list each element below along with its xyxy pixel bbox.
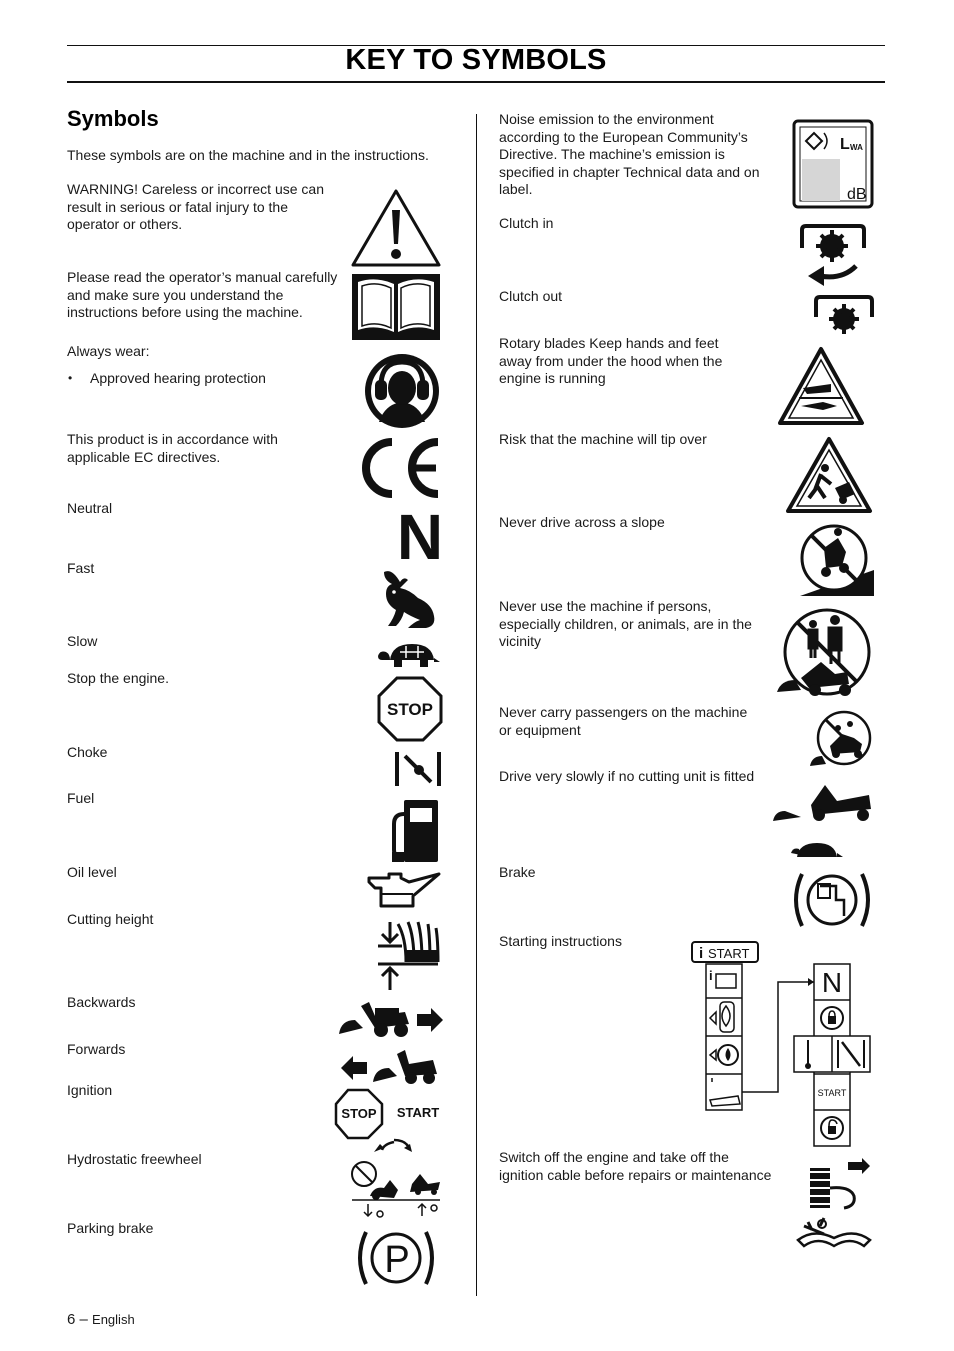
cutting-height-icon: [376, 918, 440, 992]
mower-forwards-icon: [339, 1046, 439, 1086]
footer-language: English: [92, 1312, 135, 1327]
lwa-sub-glyph: WA: [850, 143, 863, 152]
always-wear-text: Always wear:: [67, 343, 150, 359]
intro-text: These symbols are on the machine and in the instructions.: [67, 147, 429, 163]
parking-text: Parking brake: [67, 1220, 154, 1236]
starting-text: Starting instructions: [499, 933, 622, 949]
stop-sign-icon: [377, 676, 443, 742]
ce-mark-icon: [354, 436, 444, 500]
no-slope-icon: [798, 522, 876, 598]
brake-icon: [790, 868, 874, 932]
slope-text: Never drive across a slope: [499, 514, 665, 530]
manual-text: Please read the operator’s manual carefully and make sure you understand the instructions before using the machine.: [67, 269, 338, 320]
no-cutting-unit-text: Drive very slowly if no cutting unit is fitted: [499, 768, 755, 784]
svg-text:i: i: [709, 968, 713, 983]
mower-backwards-icon: [335, 998, 445, 1040]
header-rule-bottom: [67, 81, 885, 83]
hearing-text: Approved hearing protection: [90, 370, 266, 386]
switch-off-text: Switch off the engine and take off the ignition cable before repairs or maintenance: [499, 1149, 772, 1183]
clutch-out-text: Clutch out: [499, 288, 563, 304]
neutral-glyph: N: [396, 501, 444, 573]
choke-icon: [393, 750, 443, 788]
open-book-icon: [350, 272, 442, 342]
start-label-glyph: START: [708, 946, 750, 961]
noise-label-icon: [792, 119, 874, 209]
neutral-n-icon: [396, 501, 444, 573]
clutch-in-icon: [798, 222, 868, 290]
ignition-text: Ignition: [67, 1082, 113, 1098]
warning-triangle-icon: [350, 188, 442, 268]
section-heading: Symbols: [67, 106, 159, 131]
slow-no-cutter-icon: [771, 775, 875, 865]
parking-brake-icon: [354, 1226, 438, 1290]
persons-text: Never use the machine if persons, especially children, or animals, are in the vicinity: [499, 598, 752, 649]
tip-over-icon: [785, 436, 873, 514]
start-small-glyph: START: [817, 1088, 847, 1098]
oil-can-icon: [367, 870, 441, 910]
slow-text: Slow: [67, 633, 98, 649]
tip-text: Risk that the machine will tip over: [499, 431, 707, 447]
column-divider: [476, 114, 477, 1296]
warning-text: WARNING! Careless or incorrect use can result in serious or fatal injury to the operator or others.: [67, 181, 324, 232]
cutting-height-text: Cutting height: [67, 911, 154, 927]
stop-text: Stop the engine.: [67, 670, 169, 686]
bullet-dot: •: [68, 371, 73, 385]
svg-text:i: i: [699, 945, 704, 962]
parking-glyph: P: [384, 1239, 410, 1281]
fast-text: Fast: [67, 560, 95, 576]
ce-text: This product is in accordance with applicable EC directives.: [67, 431, 278, 465]
brake-text: Brake: [499, 864, 536, 880]
lwa-glyph: L: [840, 136, 850, 153]
page-title: KEY TO SYMBOLS: [345, 44, 607, 76]
starting-instructions-icon: [690, 940, 874, 1150]
forwards-text: Forwards: [67, 1041, 126, 1057]
rotary-blades-icon: [777, 346, 865, 426]
no-passengers-icon: [808, 710, 876, 768]
page-footer: [67, 1311, 135, 1328]
noise-text: Noise emission to the environment according to the European Community’s Directive. The machine’s emission is specified in chapter Technical data and on label.: [499, 111, 760, 197]
fuel-pump-icon: [390, 798, 442, 864]
start-neutral-glyph: N: [821, 967, 843, 998]
freewheel-text: Hydrostatic freewheel: [67, 1151, 202, 1167]
maintenance-icon: [794, 1158, 874, 1250]
backwards-text: Backwards: [67, 994, 136, 1010]
clutch-in-text: Clutch in: [499, 215, 554, 231]
tortoise-icon: [376, 640, 440, 670]
oil-text: Oil level: [67, 864, 117, 880]
ignition-start-glyph: START: [396, 1105, 440, 1120]
passengers-text: Never carry passengers on the machine or equipment: [499, 704, 748, 738]
hare-icon: [374, 566, 442, 634]
ignition-stop-glyph: STOP: [341, 1106, 377, 1121]
rotary-text: Rotary blades Keep hands and feet away from under the hood when the engine is running: [499, 335, 723, 386]
no-persons-icon: [775, 604, 875, 704]
stop-glyph: STOP: [387, 700, 433, 719]
footer-page-number: 6 –: [67, 1311, 88, 1328]
ignition-icon: [334, 1088, 446, 1154]
db-glyph: dB: [847, 186, 867, 203]
clutch-out-icon: [812, 295, 876, 337]
fuel-text: Fuel: [67, 790, 95, 806]
choke-text: Choke: [67, 744, 108, 760]
hearing-protection-icon: [363, 352, 441, 430]
neutral-text: Neutral: [67, 500, 113, 516]
freewheel-icon: [350, 1160, 442, 1220]
